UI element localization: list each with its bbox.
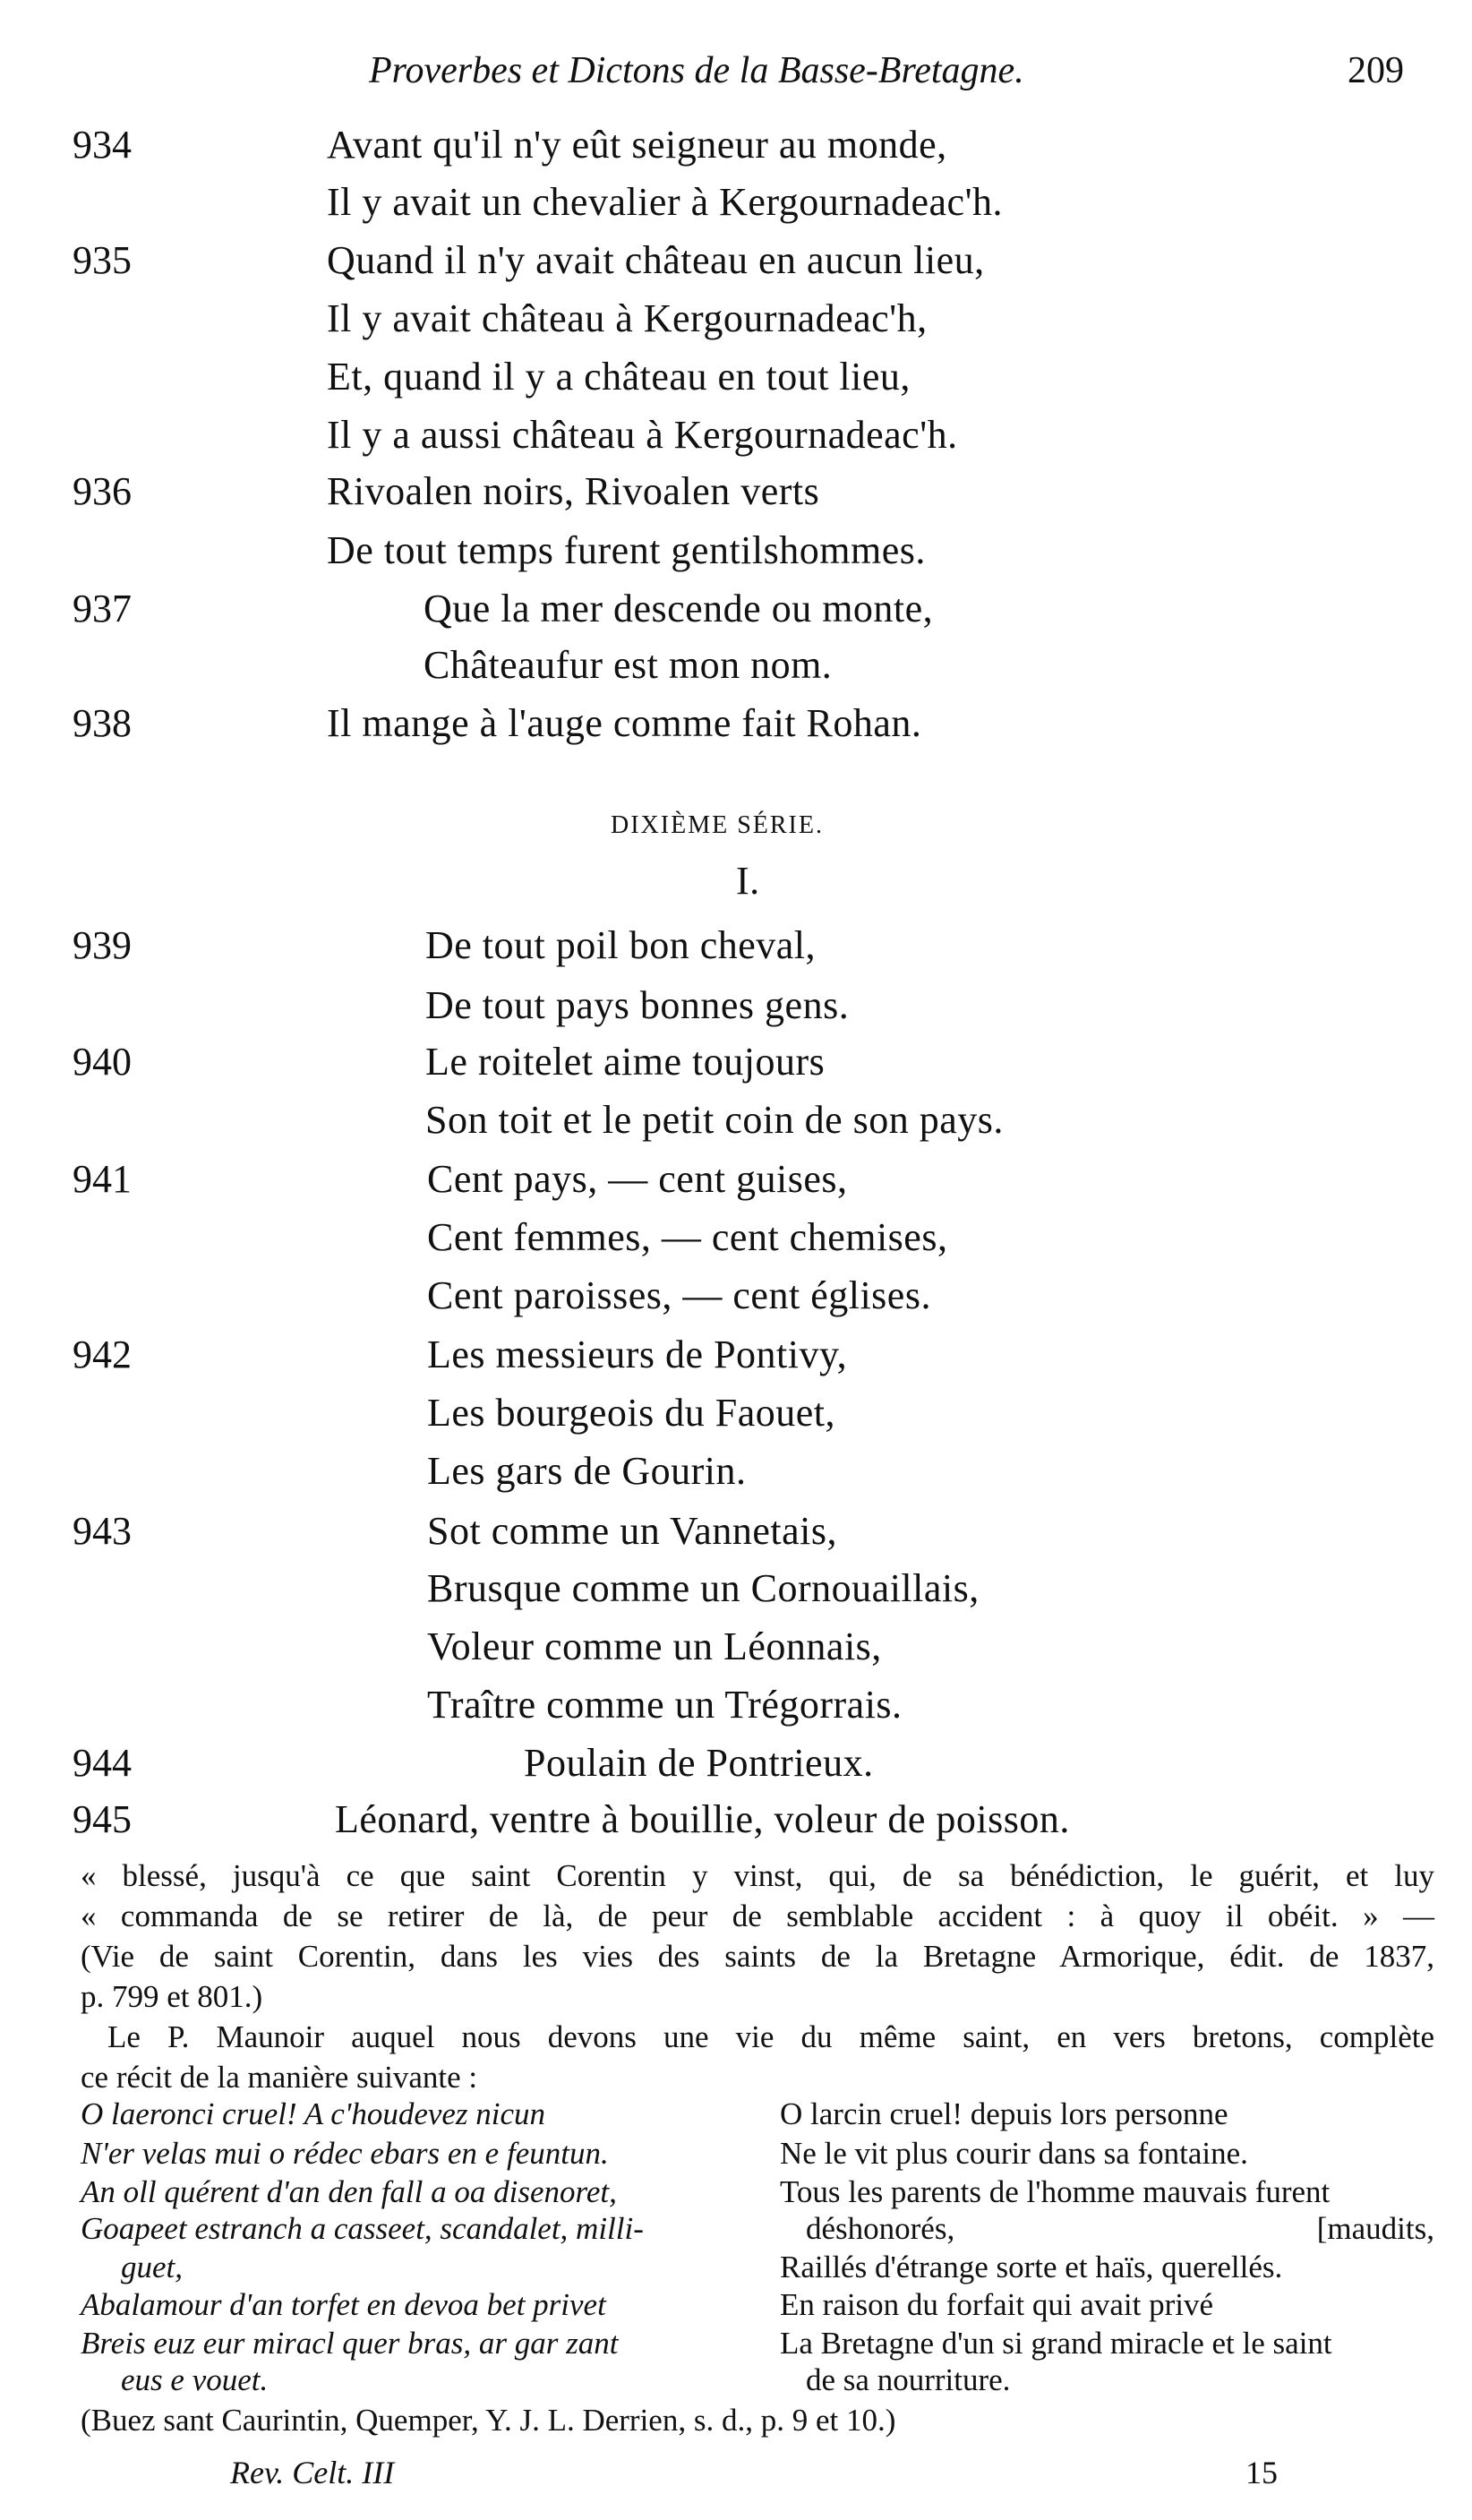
proverb-line: Il y avait château à Kergournadeac'h,: [327, 296, 928, 340]
proverb-line: Brusque comme un Cornouaillais,: [427, 1566, 980, 1610]
proverb-number: 940: [73, 1040, 132, 1084]
french-verse: La Bretagne d'un si grand miracle et le saint: [780, 2326, 1332, 2361]
proverb-line: Cent femmes, — cent chemises,: [427, 1215, 948, 1259]
proverb-number: 945: [73, 1797, 132, 1841]
proverb-line: Le roitelet aime toujours: [425, 1040, 826, 1084]
proverb-line: Rivoalen noirs, Rivoalen verts: [327, 469, 820, 513]
breton-verse: eus e vouet.: [121, 2362, 269, 2397]
french-verse: Ne le vit plus courir dans sa fontaine.: [780, 2136, 1248, 2171]
page-number: 209: [1348, 50, 1404, 91]
french-verse: Raillés d'étrange sorte et haïs, querellés.: [780, 2250, 1283, 2284]
proverb-line: Sot comme un Vannetais,: [427, 1509, 837, 1553]
section-number: I.: [736, 859, 760, 903]
footnote-source: (Buez sant Caurintin, Quemper, Y. J. L. Derrien, s. d., p. 9 et 10.): [81, 2403, 896, 2438]
proverb-number: 943: [73, 1509, 132, 1553]
proverb-line: Cent pays, — cent guises,: [427, 1157, 848, 1201]
footnote-line: ce récit de la manière suivante :: [81, 2060, 478, 2095]
proverb-number: 942: [73, 1333, 132, 1376]
french-verse: déshonorés,: [806, 2211, 955, 2246]
proverb-line: Cent paroisses, — cent églises.: [427, 1273, 931, 1317]
footnote-line: p. 799 et 801.): [81, 1979, 263, 2014]
series-title: DIXIÈME SÉRIE.: [611, 811, 824, 839]
breton-verse: Abalamour d'an torfet en devoa bet privet: [81, 2287, 606, 2322]
proverb-line: Les gars de Gourin.: [427, 1449, 747, 1493]
french-verse: de sa nourriture.: [806, 2362, 1011, 2397]
proverb-line: De tout pays bonnes gens.: [425, 983, 850, 1027]
breton-verse: An oll quérent d'an den fall a oa disenoret,: [81, 2174, 617, 2209]
proverb-number: 936: [73, 469, 132, 513]
proverb-line: Il y avait un chevalier à Kergournadeac'h.: [327, 180, 1003, 224]
signature-mark: Rev. Celt. III: [230, 2455, 395, 2490]
breton-verse: Goapeet estranch a casseet, scandalet, milli-: [81, 2211, 644, 2246]
proverb-line: Traître comme un Trégorrais.: [427, 1683, 903, 1727]
footnote-line: « commanda de se retirer de là, de peur de semblable accident : à quoy il obéit. » —: [81, 1899, 1434, 1933]
proverb-number: 938: [73, 701, 132, 745]
proverb-line: Il y a aussi château à Kergournadeac'h.: [327, 413, 958, 457]
proverb-number: 937: [73, 587, 132, 630]
french-verse: O larcin cruel! depuis lors personne: [780, 2096, 1228, 2131]
footnote-line: (Vie de saint Corentin, dans les vies des saints de la Bretagne Armorique, édit. de 1837,: [81, 1939, 1434, 1974]
proverb-number: 934: [73, 123, 132, 167]
breton-verse: guet,: [121, 2250, 184, 2284]
proverb-line: Les bourgeois du Faouet,: [427, 1391, 836, 1435]
running-title: Proverbes et Dictons de la Basse-Bretagne.: [369, 50, 1024, 91]
french-verse: Tous les parents de l'homme mauvais furent: [780, 2174, 1331, 2209]
proverb-line: Que la mer descende ou monte,: [424, 587, 934, 630]
proverb-line: Les messieurs de Pontivy,: [427, 1333, 848, 1376]
french-verse: [maudits,: [1316, 2211, 1434, 2246]
breton-verse: O laeronci cruel! A c'houdevez nicun: [81, 2096, 546, 2131]
footnote-line: « blessé, jusqu'à ce que saint Corentin y vinst, qui, de sa bénédiction, le guérit, et luy: [81, 1858, 1434, 1893]
proverb-line: Son toit et le petit coin de son pays.: [425, 1098, 1004, 1142]
proverb-line: Et, quand il y a château en tout lieu,: [327, 355, 911, 399]
proverb-line: De tout temps furent gentilshommes.: [327, 528, 926, 572]
sheet-number: 15: [1245, 2455, 1278, 2490]
breton-verse: Breis euz eur miracl quer bras, ar gar zant: [81, 2326, 619, 2361]
proverb-line: Châteaufur est mon nom.: [424, 643, 833, 687]
proverb-line: Il mange à l'auge comme fait Rohan.: [327, 701, 922, 745]
proverb-line: Voleur comme un Léonnais,: [427, 1624, 882, 1668]
proverb-number: 941: [73, 1157, 132, 1201]
proverb-line: De tout poil bon cheval,: [425, 923, 817, 967]
breton-verse: N'er velas mui o rédec ebars en e feuntun.: [81, 2136, 609, 2171]
proverb-line: Quand il n'y avait château en aucun lieu,: [327, 238, 985, 282]
proverb-number: 939: [73, 923, 132, 967]
french-verse: En raison du forfait qui avait privé: [780, 2287, 1214, 2322]
proverb-line: Avant qu'il n'y eût seigneur au monde,: [327, 123, 947, 167]
proverb-line: Léonard, ventre à bouillie, voleur de poisson.: [335, 1797, 1070, 1841]
proverb-number: 944: [73, 1741, 132, 1785]
proverb-line: Poulain de Pontrieux.: [524, 1741, 874, 1785]
proverb-number: 935: [73, 238, 132, 282]
footnote-line: Le P. Maunoir auquel nous devons une vie du même saint, en vers bretons, complète: [107, 2019, 1434, 2054]
